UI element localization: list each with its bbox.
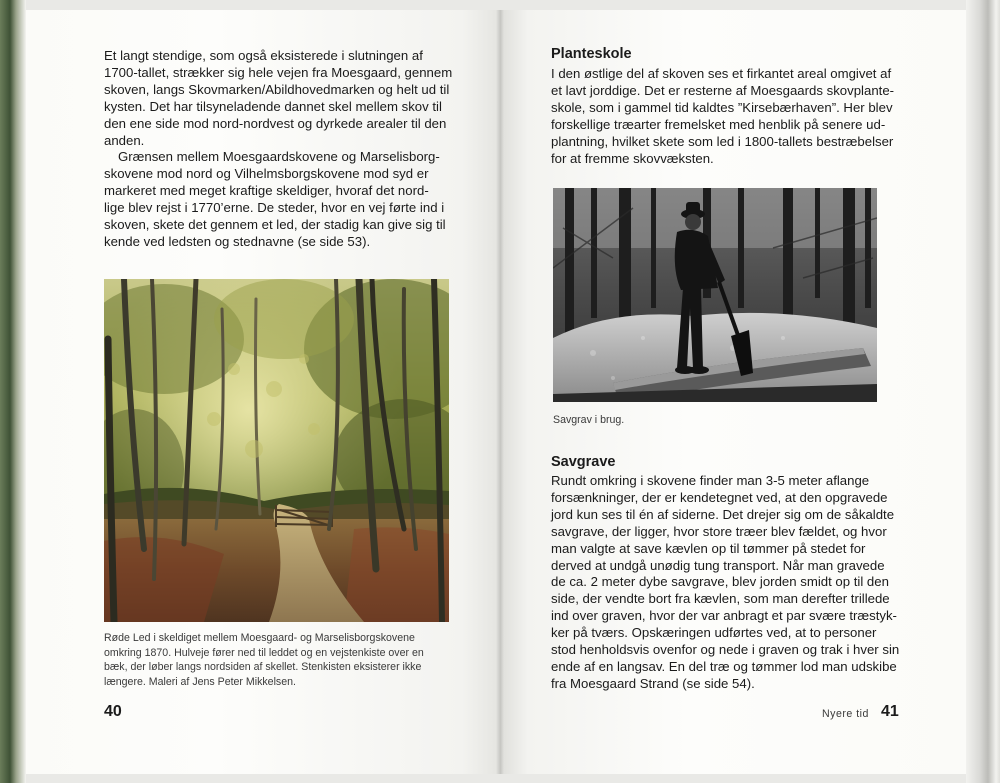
- text-line: derved at undgå unødig tung transport. Når man gravede: [551, 557, 885, 573]
- text-line: plantning, hvilket skete som led i 1800-tallets bestræbelser: [551, 133, 894, 149]
- text-line: kende ved ledsten og stednavne (se side 53).: [104, 233, 371, 249]
- text-line: ind over graven, hvor der var anbragt et par svære træstyk-: [551, 608, 897, 624]
- text-line: stod henholdsvis ovenfor og nede i graven og trak i hver sin: [551, 642, 900, 658]
- heading-planteskole: Planteskole: [551, 46, 632, 62]
- text-line: skole, som i gammel tid kaldtes ”Kirsebærhaven”. Her blev: [551, 99, 893, 115]
- left-paragraph-1: [104, 48, 454, 149]
- text-line: skoven, skete det gennem et led, der stadig kan give sig til: [104, 217, 446, 233]
- left-paragraph-2: [104, 149, 454, 250]
- text-line: ker på tværs. Opskæringen udførtes ved, at to personer: [551, 625, 877, 641]
- text-line: I den østlige del af skoven ses et firkantet areal omgivet af: [551, 66, 892, 81]
- text-line: skovene mod nord og Vilhelmsborgskovene mod syd er: [104, 166, 429, 182]
- text-line: fra Moesgaard Strand (se side 54).: [551, 675, 755, 691]
- page-number-right: 41: [881, 703, 899, 720]
- text-line: savgrave, der ligger, hvor store træer blev fældet, og hvor: [551, 523, 887, 539]
- text-line: side, der vendte bort fra kævlen, som man derefter trillede: [551, 591, 890, 607]
- text-line: for at fremme skovvæksten.: [551, 150, 714, 166]
- text-line: forsænkninger, der er kendetegnet ved, at den opgravede: [551, 489, 888, 505]
- book-edge-left: [0, 0, 26, 783]
- caption-line: bæk, der løber langs nordsiden af skellet. Stenkisten eksisterer ikke: [104, 661, 422, 674]
- text-line: den ene side mod nord-nordvest og dyrkede arealer til den: [104, 115, 447, 131]
- left-body-text: [104, 48, 454, 251]
- book-edge-right: [966, 0, 1000, 783]
- text-line: jord kun ses til én af siderne. Det drejer sig om de såkaldte: [551, 506, 895, 522]
- page-number-left: 40: [104, 703, 122, 720]
- right-body-text-1: [551, 66, 911, 167]
- text-line: kysten. Det har tilsyneladende dannet skel mellem skov til: [104, 98, 442, 114]
- text-line: Et langt stendige, som også eksisterede i slutningen af: [104, 48, 423, 63]
- text-line: markeret med meget kraftige skeldiger, hvoraf det nord-: [104, 183, 429, 199]
- text-line: Rundt omkring i skovene finder man 3-5 meter aflange: [551, 473, 870, 488]
- text-line: forskellige træarter fremelsket med henblik på senere ud-: [551, 116, 886, 132]
- text-line: 1700-tallet, strækker sig hele vejen fra Moesgaard, gennem: [104, 64, 453, 80]
- text-line: man valgte at save kævlen op til tømmer på stedet for: [551, 540, 866, 556]
- sawpit-photo-image: [553, 188, 877, 402]
- text-line: anden.: [104, 132, 145, 148]
- right-paragraph-2: [551, 473, 921, 693]
- text-line: et lavt jorddige. Det er resterne af Moesgaards skovplante-: [551, 82, 895, 98]
- painting-caption: [104, 631, 454, 689]
- caption-line: længere. Maleri af Jens Peter Mikkelsen.: [104, 675, 296, 688]
- caption-line: Røde Led i skeldiget mellem Moesgaard- og Marselisborgskovene: [104, 632, 415, 644]
- caption-line: omkring 1870. Hulveje fører ned til leddet og en vejstenkiste over en: [104, 646, 424, 659]
- heading-savgrave: Savgrave: [551, 454, 616, 470]
- photo-caption: Savgrav i brug.: [553, 414, 625, 426]
- forest-painting-image: [104, 279, 449, 622]
- text-line: skoven, langs Skovmarken/Abildhovedmarken og helt ud til: [104, 81, 450, 97]
- right-body-text-2: [551, 473, 921, 693]
- text-line: de ca. 2 meter dybe savgrave, blev jorden smidt op til den: [551, 574, 889, 590]
- book-gutter: [496, 10, 504, 774]
- text-line: ende af en langsav. En del træ og tømmer lod man udskibe: [551, 658, 897, 674]
- text-line: lige blev rejst i 1770’erne. De steder, hvor en vej førte ind i: [104, 200, 445, 216]
- text-line: Grænsen mellem Moesgaardskovene og Marselisborg-: [118, 149, 440, 165]
- running-head: Nyere tid: [822, 708, 869, 720]
- right-paragraph-1: [551, 66, 911, 167]
